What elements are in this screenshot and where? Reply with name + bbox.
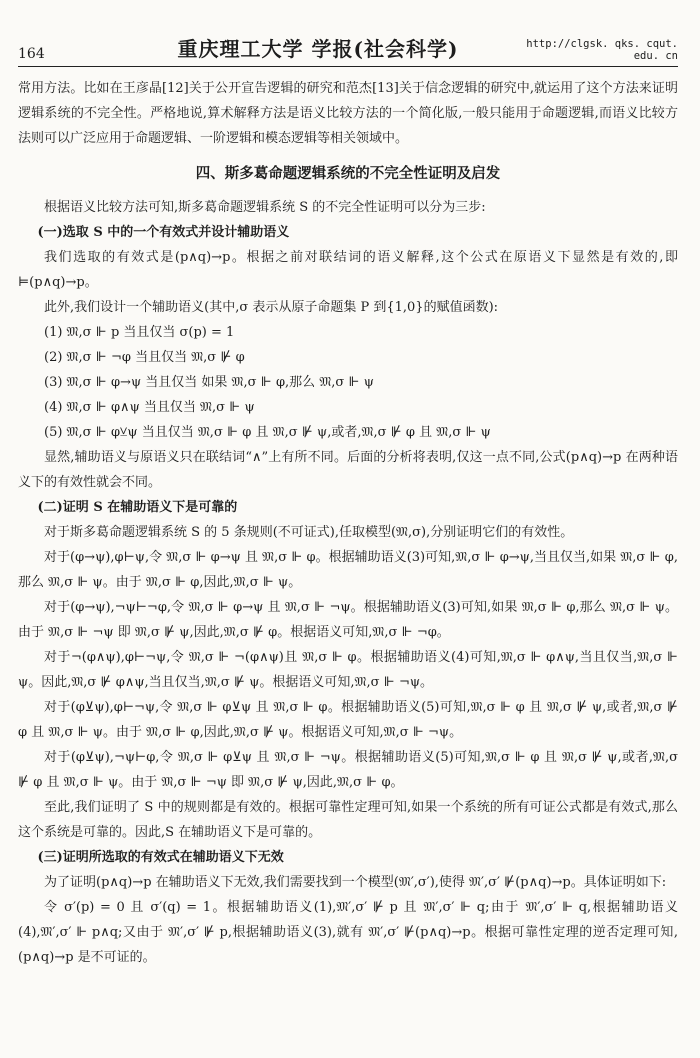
paragraph: 对于(φ⊻ψ),¬ψ⊢φ,令 𝔐,σ ⊩ φ⊻ψ 且 𝔐,σ ⊩ ¬ψ。根据辅助语义(5)可知,𝔐,σ ⊩ φ 且 𝔐,σ ⊮ ψ,或者,𝔐,σ ⊮ φ 且 𝔐,σ ⊩ ψ。由于 𝔐,σ ⊩ ¬ψ 即 𝔐,σ ⊮ ψ,因此,𝔐,σ ⊩ φ。 xyxy=(18,750,678,790)
paragraph: 显然,辅助语义与原语义只在联结词“∧”上有所不同。后面的分析将表明,仅这一点不同,公式(p∧q)→p 在两种语义下的有效性就会不同。 xyxy=(18,450,678,490)
paragraph: 对于¬(φ∧ψ),φ⊢¬ψ,令 𝔐,σ ⊩ ¬(φ∧ψ)且 𝔐,σ ⊩ φ。根据辅助语义(4)可知,𝔐,σ ⊩ φ∧ψ,当且仅当,𝔐,σ ⊩ ψ。因此,𝔐,σ ⊮ φ∧ψ,当且仅当,𝔐,σ ⊮ ψ。根据语义可知,𝔐,σ ⊩ ¬ψ。 xyxy=(18,650,678,690)
intro-paragraph: 常用方法。比如在王彦晶[12]关于公开宣告逻辑的研究和范杰[13]关于信念逻辑的研究中,就运用了这个方法来证明逻辑系统的不完全性。严格地说,算术解释方法是语义比较方法的一个简化版,一般只能用于命题逻辑,而语义比较方法则可以广泛应用于命题逻辑、一阶逻辑和模态逻辑等相关领域中。 xyxy=(18,81,678,146)
semantics-rule-3: (3) 𝔐,σ ⊩ φ→ψ 当且仅当 如果 𝔐,σ ⊩ φ,那么 𝔐,σ ⊩ ψ xyxy=(44,375,374,390)
paragraph: 此外,我们设计一个辅助语义(其中,σ 表示从原子命题集 P 到{1,0}的赋值函数): xyxy=(44,300,499,315)
paragraph: 我们选取的有效式是(p∧q)→p。根据之前对联结词的语义解释,这个公式在原语义下显然是有效的,即 ⊨(p∧q)→p。 xyxy=(18,250,678,290)
paragraph: 令 σ′(p) = 0 且 σ′(q) = 1。根据辅助语义(1),𝔐′,σ′ ⊮ p 且 𝔐′,σ′ ⊩ q;由于 𝔐′,σ′ ⊩ q,根据辅助语义(4),𝔐′,σ′ ⊩ p∧q;又由于 𝔐′,σ′ ⊮ p,根据辅助语义(3),就有 𝔐′,σ′ ⊮(p∧q)→p。根据可靠性定理的逆否定理可知,(p∧q)→p 是不可证的。 xyxy=(18,900,678,965)
paragraph: 为了证明(p∧q)→p 在辅助语义下无效,我们需要找到一个模型(𝔐′,σ′),使得 𝔐′,σ′ ⊮(p∧q)→p。具体证明如下: xyxy=(44,875,667,890)
section-title: 四、斯多葛命题逻辑系统的不完全性证明及启发 xyxy=(195,165,501,182)
article-body xyxy=(18,76,678,970)
paragraph: 对于斯多葛命题逻辑系统 S 的 5 条规则(不可证式),任取模型(𝔐,σ),分别证明它们的有效性。 xyxy=(44,525,574,540)
paragraph: 根据语义比较方法可知,斯多葛命题逻辑系统 S 的不完全性证明可以分为三步: xyxy=(44,200,486,215)
subsection-title-3: (三)证明所选取的有效式在辅助语义下无效 xyxy=(37,850,284,865)
paragraph: 至此,我们证明了 S 中的规则都是有效的。根据可靠性定理可知,如果一个系统的所有可证公式都是有效式,那么这个系统是可靠的。因此,S 在辅助语义下是可靠的。 xyxy=(18,800,678,840)
semantics-rule-5: (5) 𝔐,σ ⊩ φ⊻ψ 当且仅当 𝔐,σ ⊩ φ 且 𝔐,σ ⊮ ψ,或者,𝔐,σ ⊮ φ 且 𝔐,σ ⊩ ψ xyxy=(44,425,491,440)
page-number: 164 xyxy=(18,46,45,62)
subsection-title-2: (二)证明 S 在辅助语义下是可靠的 xyxy=(37,500,238,515)
journal-url: http://clgsk. qks. cqut. edu. cn xyxy=(526,38,678,62)
running-header xyxy=(18,30,678,62)
paragraph: 对于(φ→ψ),¬ψ⊢¬φ,令 𝔐,σ ⊩ φ→ψ 且 𝔐,σ ⊩ ¬ψ。根据辅助语义(3)可知,如果 𝔐,σ ⊩ φ,那么 𝔐,σ ⊩ ψ。由于 𝔐,σ ⊩ ¬ψ 即 𝔐,σ ⊮ ψ,因此,𝔐,σ ⊮ φ。根据语义可知,𝔐,σ ⊩ ¬φ。 xyxy=(18,600,678,640)
subsection-title-1: (一)选取 S 中的一个有效式并设计辅助语义 xyxy=(37,225,290,240)
paragraph: 对于(φ→ψ),φ⊢ψ,令 𝔐,σ ⊩ φ→ψ 且 𝔐,σ ⊩ φ。根据辅助语义(3)可知,𝔐,σ ⊩ φ→ψ,当且仅当,如果 𝔐,σ ⊩ φ,那么 𝔐,σ ⊩ ψ。由于 𝔐,σ ⊩ φ,因此,𝔐,σ ⊩ ψ。 xyxy=(18,550,678,590)
semantics-rule-2: (2) 𝔐,σ ⊩ ¬φ 当且仅当 𝔐,σ ⊮ φ xyxy=(44,350,245,365)
journal-title: 重庆理工大学 学报(社会科学) xyxy=(177,37,459,61)
paragraph: 对于(φ⊻ψ),φ⊢¬ψ,令 𝔐,σ ⊩ φ⊻ψ 且 𝔐,σ ⊩ φ。根据辅助语义(5)可知,𝔐,σ ⊩ φ 且 𝔐,σ ⊮ ψ,或者,𝔐,σ ⊮ φ 且 𝔐,σ ⊩ ψ。由于 𝔐,σ ⊩ φ,因此,𝔐,σ ⊮ ψ。根据语义可知,𝔐,σ ⊩ ¬ψ。 xyxy=(18,700,678,740)
semantics-rule-1: (1) 𝔐,σ ⊩ p 当且仅当 σ(p) = 1 xyxy=(44,325,235,340)
semantics-rule-4: (4) 𝔐,σ ⊩ φ∧ψ 当且仅当 𝔐,σ ⊩ ψ xyxy=(44,400,255,415)
header-divider xyxy=(18,66,678,67)
